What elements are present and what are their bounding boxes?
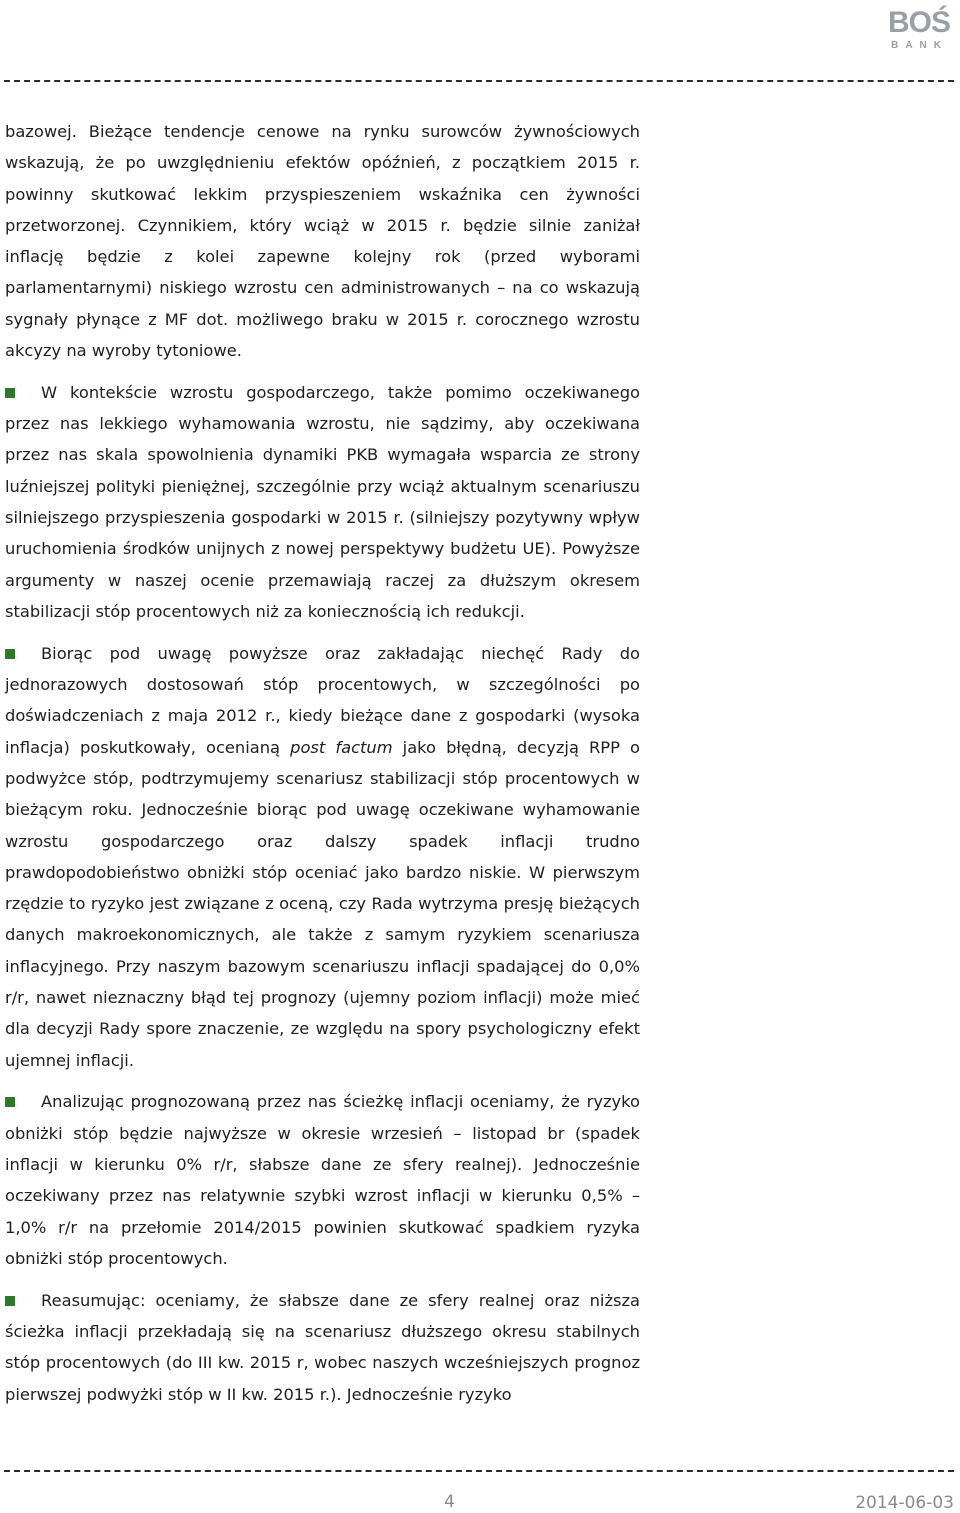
square-bullet-icon xyxy=(5,649,15,659)
italic-text: post factum xyxy=(290,737,393,757)
square-bullet-icon xyxy=(5,388,15,398)
page-number: 4 xyxy=(444,1492,455,1512)
paragraph xyxy=(5,1285,640,1410)
logo-subtitle: BANK xyxy=(891,40,948,51)
square-bullet-icon xyxy=(5,1097,15,1107)
paragraph-text: jako błędną, decyzją RPP o podwyżce stóp, podtrzymujemy scenariusz stabilizacji stóp procentowych w bieżącym roku. Jednocześnie biorąc pod uwagę oczekiwane wyhamowanie wzrostu gospodarczego oraz dalszy spadek inflacji trudno prawdopodobieństwo obniżki stóp oceniać jako bardzo niskie. W pierwszym rzędzie to ryzyko jest związane z oceną, czy Rada wytrzyma presję bieżących danych makroekonomicznych, ale także z samym ryzykiem scenariusza inflacyjnego. Przy naszym bazowym scenariuszu inflacji spadającej do 0,0% r/r, nawet nieznaczny błąd tej prognozy (ujemny poziom inflacji) może mieć dla decyzji Rady spore znaczenie, ze względu na spory psychologiczny efekt ujemnej inflacji. xyxy=(5,737,640,1070)
square-bullet-icon xyxy=(5,1296,15,1306)
logo-wordmark: BOŚ xyxy=(887,6,950,39)
paragraph-text: Biorąc pod uwagę powyższe oraz zakładając niechęć Rady do jednorazowych dostosowań stóp procentowych, w szczególności po doświadczeniach z maja 2012 r., kiedy bieżące dane z gospodarki (wysoka inflacja) poskutkowały, ocenianą xyxy=(5,643,640,757)
bos-bank-logo xyxy=(880,6,950,54)
paragraph-text: Analizując prognozowaną przez nas ścieżkę inflacji oceniamy, że ryzyko obniżki stóp będzie najwyższe w okresie wrzesień – listopad br (spadek inflacji w kierunku 0% r/r, słabsze dane ze sfery realnej). Jednocześnie oczekiwany przez nas relatywnie szybki wzrost inflacji w kierunku 0,5% – 1,0% r/r na przełomie 2014/2015 powinien skutkować spadkiem ryzyka obniżki stóp procentowych. xyxy=(5,1092,640,1268)
header-divider xyxy=(4,80,954,82)
paragraph-text: W kontekście wzrostu gospodarczego, także pomimo oczekiwanego przez nas lekkiego wyhamowania wzrostu, nie sądzimy, aby oczekiwana przez nas skala spowolnienia dynamiki PKB wymagała wsparcia ze strony luźniejszej polityki pieniężnej, szczególnie przy wciąż aktualnym scenariuszu silniejszego przyspieszenia gospodarki w 2015 r. (silniejszy pozytywny wpływ uruchomienia środków unijnych z nowej perspektywy budżetu UE). Powyższe argumenty w naszej ocenie przemawiają raczej za dłuższym okresem stabilizacji stóp procentowych niż za koniecznością ich redukcji. xyxy=(5,382,640,621)
paragraph xyxy=(5,638,640,1076)
paragraph xyxy=(5,1086,640,1274)
document-date: 2014-06-03 xyxy=(855,1493,954,1513)
paragraph xyxy=(5,377,640,627)
document-body xyxy=(5,116,640,1410)
paragraph-text: bazowej. Bieżące tendencje cenowe na rynku surowców żywnościowych wskazują, że po uwzględnieniu efektów opóźnień, z początkiem 2015 r. powinny skutkować lekkim przyspieszeniem wskaźnika cen żywności przetworzonej. Czynnikiem, który wciąż w 2015 r. będzie silnie zaniżał inflację będzie z kolei zapewne kolejny rok (przed wyborami parlamentarnymi) niskiego wzrostu cen administrowanych – na co wskazują sygnały płynące z MF dot. możliwego braku w 2015 r. corocznego wzrostu akcyzy na wyroby tytoniowe. xyxy=(5,122,640,361)
footer-divider xyxy=(4,1470,954,1472)
paragraph xyxy=(5,116,640,366)
paragraph-text: Reasumując: oceniamy, że słabsze dane ze sfery realnej oraz niższa ścieżka inflacji przekładają się na scenariusz dłuższego okresu stabilnych stóp procentowych (do III kw. 2015 r, wobec naszych wcześniejszych prognoz pierwszej podwyżki stóp w II kw. 2015 r.). Jednocześnie ryzyko xyxy=(5,1290,640,1404)
